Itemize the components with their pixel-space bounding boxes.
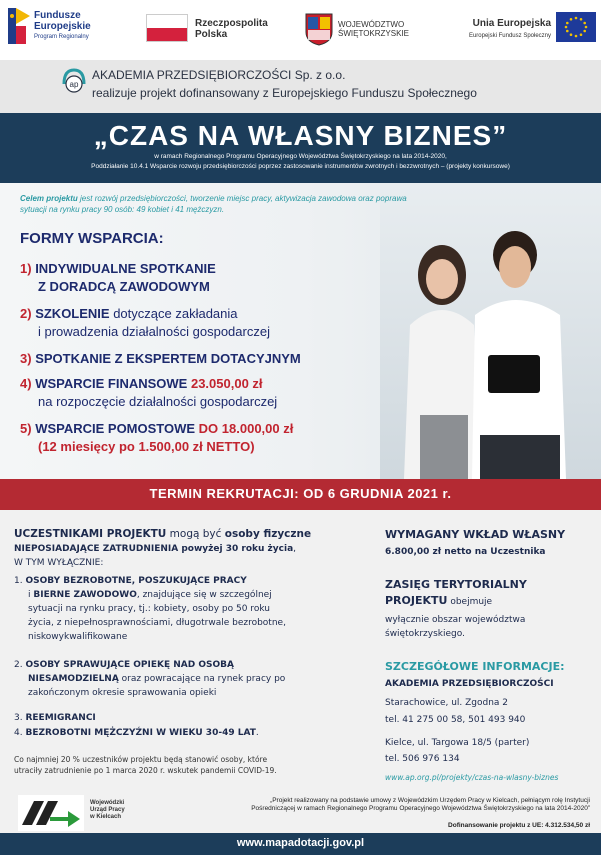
project-goal: Celem projektu jest rozwój przedsiębiorczości, tworzenie miejsc pracy, aktywizacja zawodowa oraz poprawa sytuacji na rynku pracy 90 osób: 49 kobiet i 41 mężczyzn. [20,194,407,214]
covid-note-line-1: Co najmniej 20 % uczestników projektu będą stanowić osoby, które [14,755,268,764]
svg-text:ap: ap [69,80,79,89]
support-item-3: 3) SPOTKANIE Z EKSPERTEM DOTACYJNYM [20,351,301,366]
participant-group-2-line-2: NIESAMODZIELNĄ oraz powracające na rynek pracy po [28,674,286,684]
poland-logo-text: Rzeczpospolita Polska [195,18,268,40]
participant-group-1: 1. OSOBY BEZROBOTNE, POSZUKUJĄCE PRACY [14,576,247,586]
organizer-name: AKADEMIA PRZEDSIĘBIORCZOŚCI Sp. z o.o. [92,68,346,82]
participant-group-1-line-4: życia, z niepełnosprawnościami, długotrwale bezrobotne, [28,618,286,628]
range-title-1: ZASIĘG TERYTORIALNY [385,578,527,591]
info-address-starachowice: Starachowice, ul. Zgodna 2 [385,698,509,708]
covid-note-line-2: utraciły zatrudnienie po 1 marca 2020 r. wskutek pandemii COVID-19. [14,766,277,775]
support-item-5: 5) WSPARCIE POMOSTOWE DO 18.000,00 zł (12 miesięcy po 1.500,00 zł NETTO) [20,421,294,454]
eu-flag-icon [556,12,596,42]
range-title-2: PROJEKTU obejmuje [385,594,493,607]
info-title: SZCZEGÓŁOWE INFORMACJE: [385,660,565,673]
project-subtitle-1: w ramach Regionalnego Programu Operacyjnego Województwa Świętokrzyskiego na lata 2014-2020, [154,153,447,160]
swietokrzyskie-logo-text: WOJEWÓDZTWO ŚWIĘTOKRZYSKIE [338,20,409,38]
fe-logo-title: Fundusze Europejskie [34,10,91,32]
info-phone-starachowice: tel. 41 275 00 58, 501 493 940 [385,715,526,725]
range-text-3: świętokrzyskiego. [385,629,465,639]
fundusze-europejskie-logo-icon [6,6,32,46]
info-website-link[interactable]: www.ap.org.pl/projekty/czas-na-wlasny-biznes [385,773,559,782]
participant-group-1-line-5: niskowykwalifikowane [28,632,128,642]
ue-logo-title: Unia Europejska [472,18,551,29]
project-subtitle-2: Poddziałanie 10.4.1 Wsparcie rozwoju przedsiębiorczości poprzez zastosowanie instrumentów zwrotnych i bezzwrotnych – (projekty konkursowe) [91,163,510,170]
support-forms-title: FORMY WSPARCIA: [20,230,164,247]
participants-line-3: W TYM WYŁĄCZNIE: [14,558,104,568]
support-item-2: 2) SZKOLENIE dotyczące zakładania i prowadzenia działalności gospodarczej [20,306,270,339]
project-title: „CZAS NA WŁASNY BIZNES” [93,120,508,151]
swietokrzyskie-crest-icon [304,12,334,46]
funding-note: „Projekt realizowany na podstawie umowy z Wojewódzkim Urzędem Pracy w Kielcach, pełniącym rolę Instytucji Pośredniczącej w ramach Regionalnego Programu Operacyjnego Województwa Świętokrzyskiego na lata 2014-2020” [251,797,590,812]
wup-name: Wojewódzki Urząd Pracy w Kielcach [90,800,125,820]
business-people-illustration [380,215,601,479]
contribution-title: WYMAGANY WKŁAD WŁASNY [385,528,566,541]
footer-website-link[interactable]: www.mapadotacji.gov.pl [236,837,365,849]
wup-kielce-logo-icon [18,795,84,831]
participant-group-2: 2. OSOBY SPRAWUJĄCE OPIEKĘ NAD OSOBĄ [14,660,234,670]
info-organization: AKADEMIA PRZEDSIĘBIORCZOŚCI [385,679,554,689]
organizer-statement: realizuje projekt dofinansowany z Europejskiego Funduszu Społecznego [92,86,477,100]
participant-group-1-line-2: i BIERNE ZAWODOWO, znajdujące się w szczególnej [28,590,272,600]
participant-group-4: 4. BEZROBOTNI MĘŻCZYŹNI W WIEKU 30-49 LAT. [14,728,259,738]
support-item-1: 1) INDYWIDUALNE SPOTKANIE Z DORADCĄ ZAWODOWYM [20,261,216,294]
participants-line-2: NIEPOSIADAJĄCE ZATRUDNIENIA powyżej 30 roku życia, [14,544,297,554]
participants-heading: UCZESTNIKAMI PROJEKTU mogą być osoby fizyczne [14,528,312,540]
info-address-kielce: Kielce, ul. Targowa 18/5 (parter) [385,738,530,748]
recruitment-date: TERMIN REKRUTACJI: OD 6 GRUDNIA 2021 r. [149,486,452,501]
contribution-value: 6.800,00 zł netto na Uczestnika [385,547,546,557]
poland-flag-icon [146,14,188,42]
participant-group-1-line-3: sytuacji na rynku pracy, tj.: kobiety, osoby po 50 roku [28,604,270,614]
support-item-4: 4) WSPARCIE FINANSOWE 23.050,00 zł na rozpoczęcie działalności gospodarczej [20,376,278,409]
fe-logo-sub: Program Regionalny [34,34,89,40]
info-phone-kielce: tel. 506 976 134 [385,754,460,764]
ue-logo-sub: Europejski Fundusz Społeczny [468,33,551,39]
participant-group-2-line-3: zakończonym okresie sprawowania opieki [28,688,217,698]
participant-group-3: 3. REEMIGRANCI [14,713,96,723]
range-text-2: wyłącznie obszar województwa [385,615,526,625]
funding-value: Dofinansowanie projektu z UE: 4.312.534,50 zł [448,822,590,829]
akademia-logo-icon [60,66,88,96]
